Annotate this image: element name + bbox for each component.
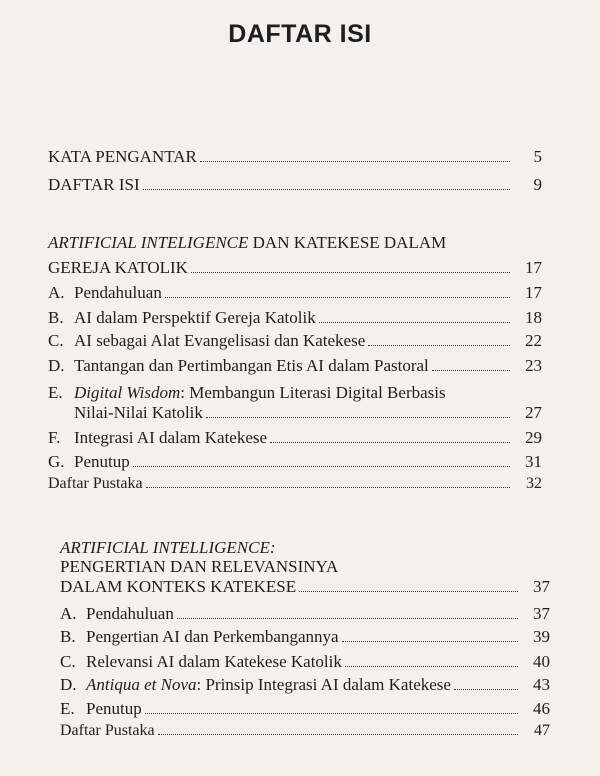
dot-leader bbox=[177, 617, 518, 619]
dot-leader bbox=[133, 465, 510, 467]
chapter1-heading-rest: DAN KATEKESE DALAM bbox=[248, 233, 447, 252]
entry-label: Relevansi AI dalam Katekese Katolik bbox=[86, 652, 342, 671]
chapter1-heading-line2: GEREJA KATOLIK bbox=[48, 258, 188, 277]
entry-label: Pengertian AI dan Perkembangannya bbox=[86, 627, 339, 646]
entry-page: 17 bbox=[525, 283, 542, 302]
entry-label: AI dalam Perspektif Gereja Katolik bbox=[74, 308, 316, 327]
entry-page: 18 bbox=[525, 308, 542, 327]
entry-page: 37 bbox=[533, 604, 550, 623]
toc-entry-daftar-isi[interactable] bbox=[48, 175, 542, 195]
toc-entry[interactable] bbox=[74, 403, 542, 423]
entry-label: Integrasi AI dalam Katekese bbox=[74, 428, 268, 447]
toc-entry[interactable] bbox=[48, 331, 542, 351]
entry-label: Penutup bbox=[86, 699, 142, 718]
dot-leader bbox=[432, 369, 510, 371]
dot-leader bbox=[319, 321, 510, 323]
entry-page: 31 bbox=[525, 452, 542, 471]
entry-page: 43 bbox=[533, 675, 550, 694]
entry-letter: A. bbox=[48, 283, 65, 302]
entry-label: Pendahuluan bbox=[86, 604, 174, 623]
chapter1-page: 17 bbox=[525, 258, 542, 277]
entry-page: 9 bbox=[533, 175, 542, 194]
dot-leader bbox=[191, 271, 510, 273]
dot-leader bbox=[200, 160, 510, 162]
entry-page: 23 bbox=[525, 356, 542, 375]
chapter1-heading-italic: ARTIFICIAL INTELIGENCE bbox=[48, 233, 249, 252]
entry-label: Daftar Pustaka bbox=[60, 722, 155, 739]
entry-label: AI sebagai Alat Evangelisasi dan Katekese bbox=[74, 331, 366, 350]
entry-label: Daftar Pustaka bbox=[48, 475, 143, 492]
entry-page: 27 bbox=[525, 403, 542, 422]
chapter2-heading-line1 bbox=[60, 538, 276, 558]
entry-letter: C. bbox=[60, 652, 76, 671]
dot-leader bbox=[454, 688, 518, 690]
entry-page: 40 bbox=[533, 652, 550, 671]
entry-page: 46 bbox=[533, 699, 550, 718]
entry-label-line2: Nilai-Nilai Katolik bbox=[74, 403, 203, 422]
dot-leader bbox=[345, 665, 518, 667]
toc-entry-kata-pengantar[interactable] bbox=[48, 147, 542, 167]
chapter2-heading-line2: PENGERTIAN DAN RELEVANSINYA bbox=[60, 557, 339, 576]
entry-letter: B. bbox=[48, 308, 64, 327]
entry-letter: B. bbox=[60, 627, 76, 646]
toc-entry[interactable] bbox=[48, 452, 542, 472]
entry-letter: C. bbox=[48, 331, 64, 350]
dot-leader bbox=[342, 640, 518, 642]
entry-letter: G. bbox=[48, 452, 65, 471]
dot-leader bbox=[158, 733, 518, 735]
toc-entry[interactable] bbox=[48, 308, 542, 328]
entry-page: 5 bbox=[533, 147, 542, 166]
entry-page: 47 bbox=[534, 722, 550, 739]
toc-chapter2[interactable] bbox=[60, 577, 550, 597]
dot-leader bbox=[145, 712, 518, 714]
entry-letter: D. bbox=[48, 356, 65, 375]
entry-label: Tantangan dan Pertimbangan Etis AI dalam Pastoral bbox=[74, 356, 429, 375]
chapter2-page: 37 bbox=[533, 577, 550, 596]
dot-leader bbox=[299, 590, 518, 592]
toc-entry[interactable] bbox=[60, 652, 550, 672]
toc-entry[interactable] bbox=[60, 604, 550, 624]
chapter2-heading-line3: DALAM KONTEKS KATEKESE bbox=[60, 577, 297, 596]
dot-leader bbox=[165, 296, 510, 298]
toc-entry[interactable] bbox=[48, 356, 542, 376]
dot-leader bbox=[206, 416, 510, 418]
toc-entry[interactable] bbox=[60, 675, 550, 695]
entry-letter: D. bbox=[60, 675, 77, 694]
entry-label-italic: Antiqua et Nova bbox=[86, 675, 197, 694]
entry-page: 32 bbox=[526, 475, 542, 492]
toc-entry[interactable] bbox=[60, 627, 550, 647]
toc-entry-daftar-pustaka[interactable] bbox=[48, 475, 542, 493]
entry-letter: E. bbox=[60, 699, 75, 718]
page-title: DAFTAR ISI bbox=[228, 20, 372, 48]
entry-label-rest: : Prinsip Integrasi AI dalam Katekese bbox=[196, 675, 451, 694]
entry-page: 22 bbox=[525, 331, 542, 350]
entry-label-italic: Digital Wisdom bbox=[74, 383, 181, 402]
entry-page: 29 bbox=[525, 428, 542, 447]
entry-page: 39 bbox=[533, 627, 550, 646]
entry-letter: F. bbox=[48, 428, 61, 447]
chapter1-heading-line1 bbox=[48, 233, 446, 253]
entry-letter: E. bbox=[48, 383, 63, 402]
toc-entry-daftar-pustaka[interactable] bbox=[60, 722, 550, 740]
toc-chapter1[interactable] bbox=[48, 258, 542, 278]
entry-label-rest: : Membangun Literasi Digital Berbasis bbox=[180, 383, 446, 402]
entry-label: Penutup bbox=[74, 452, 130, 471]
entry-label: Pendahuluan bbox=[74, 283, 162, 302]
toc-entry-line1[interactable] bbox=[48, 383, 446, 403]
dot-leader bbox=[368, 344, 510, 346]
toc-entry[interactable] bbox=[48, 428, 542, 448]
entry-letter: A. bbox=[60, 604, 77, 623]
toc-entry[interactable] bbox=[60, 699, 550, 719]
dot-leader bbox=[146, 486, 510, 488]
entry-label: DAFTAR ISI bbox=[48, 175, 140, 194]
chapter2-heading-italic: ARTIFICIAL INTELLIGENCE: bbox=[60, 538, 276, 557]
toc-entry[interactable] bbox=[48, 283, 542, 303]
entry-label: KATA PENGANTAR bbox=[48, 147, 197, 166]
dot-leader bbox=[143, 188, 510, 190]
dot-leader bbox=[270, 441, 510, 443]
